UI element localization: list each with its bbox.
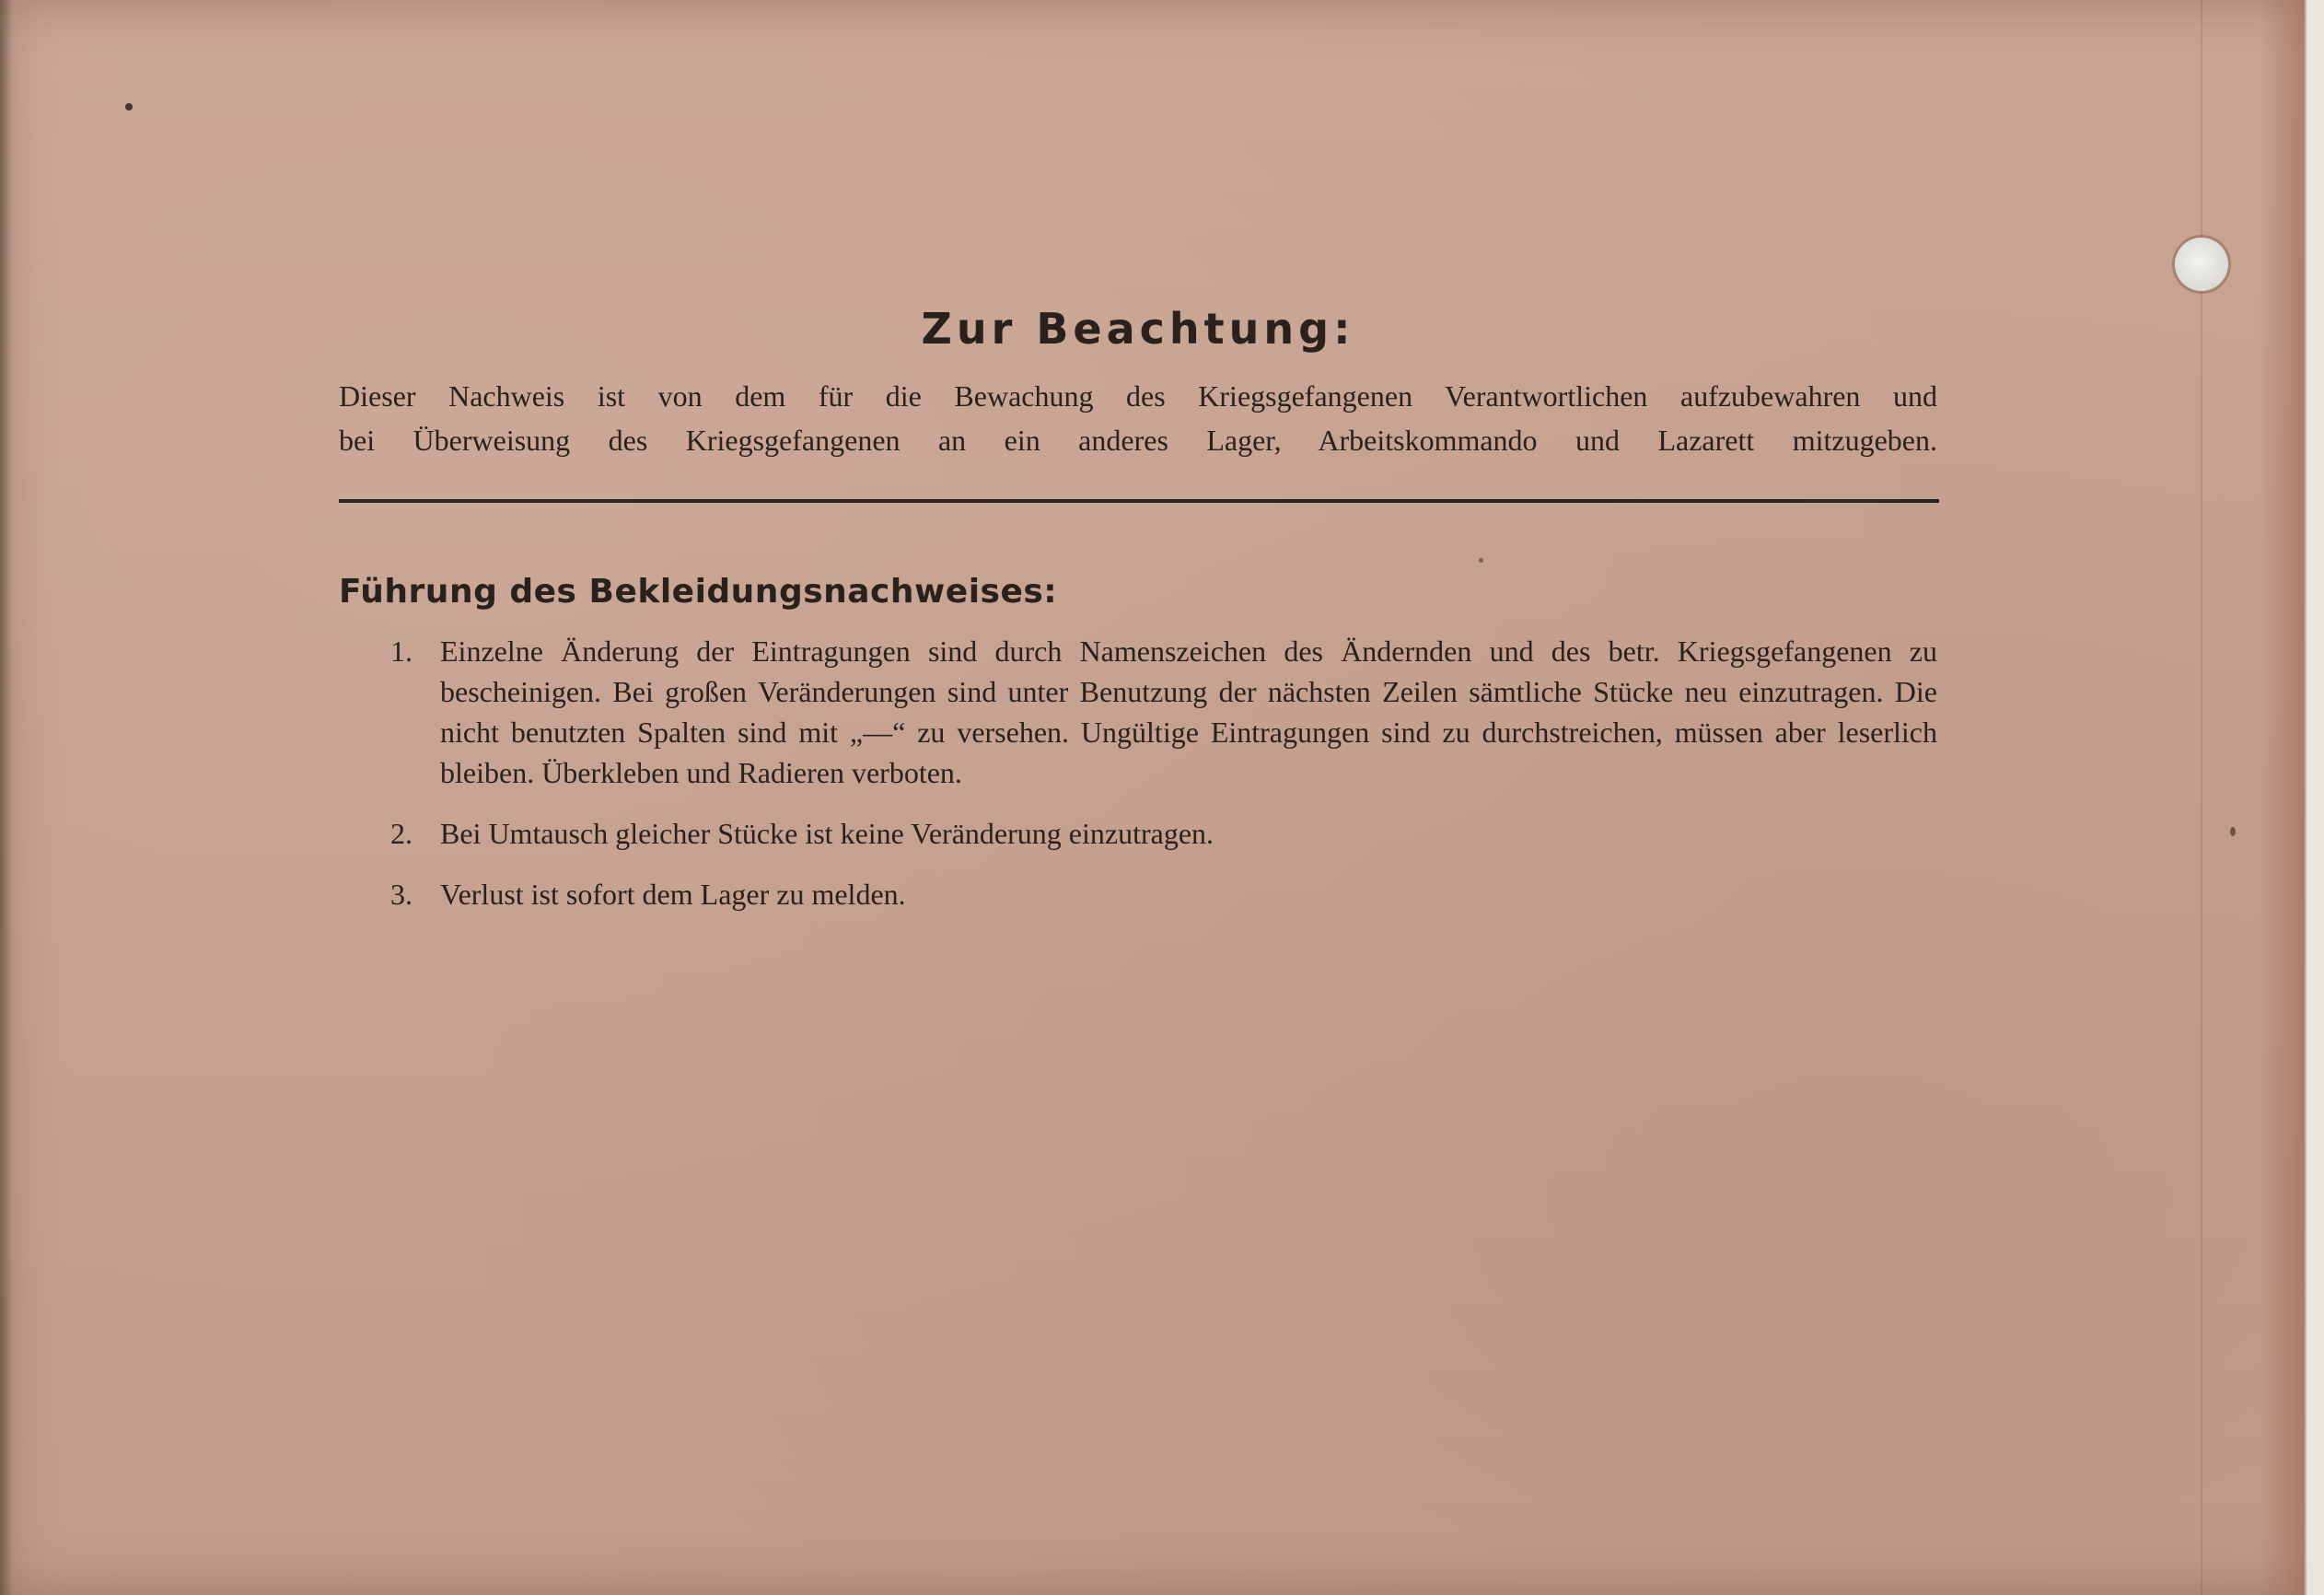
punch-hole	[2175, 238, 2228, 291]
ink-speck	[125, 103, 133, 111]
list-item-number: 2.	[390, 817, 413, 850]
document-content	[339, 304, 1937, 935]
card-edge-right	[2260, 0, 2324, 1595]
horizontal-rule	[339, 499, 1939, 503]
list-item-number: 1.	[390, 635, 413, 668]
intro-paragraph	[339, 374, 1937, 462]
card-edge-left	[0, 0, 13, 1595]
list-item-text: Verlust ist sofort dem Lager zu melden.	[440, 878, 906, 911]
intro-line: Dieser Nachweis ist von dem für die Bewachung des Kriegsgefangenen Verantwortlichen aufzubewahren und	[339, 379, 1937, 413]
list-item-number: 3.	[390, 878, 413, 911]
instruction-list	[339, 631, 1937, 914]
list-item-text: Bei Umtausch gleicher Stücke ist keine Veränderung einzutragen.	[440, 817, 1214, 850]
intro-line: bei Überweisung des Kriegsgefangenen an ein anderes Lager, Arbeitskommando und Lazarett mitzugeben.	[339, 424, 1937, 457]
list-item	[339, 874, 1937, 914]
section-heading: Führung des Bekleidungsnachweises:	[339, 573, 1058, 611]
list-item-text: Einzelne Änderung der Eintragungen sind durch Namenszeichen des Ändernden und des betr. Kriegsgefangenen zu bescheinigen. Bei großen Veränderungen sind unter Benutzung der nächsten Zeilen sämtliche Stücke neu einzutragen. Die nicht benutzten Spalten sind mit „—“ zu versehen. Ungültige Eintragungen sind zu durchstreichen, müssen aber leserlich bleiben. Überkleben und Radieren verboten.	[440, 635, 1937, 789]
ink-speck	[2230, 827, 2236, 836]
list-item	[339, 813, 1937, 854]
document-title: Zur Beachtung:	[921, 304, 1355, 354]
list-item	[339, 631, 1937, 793]
